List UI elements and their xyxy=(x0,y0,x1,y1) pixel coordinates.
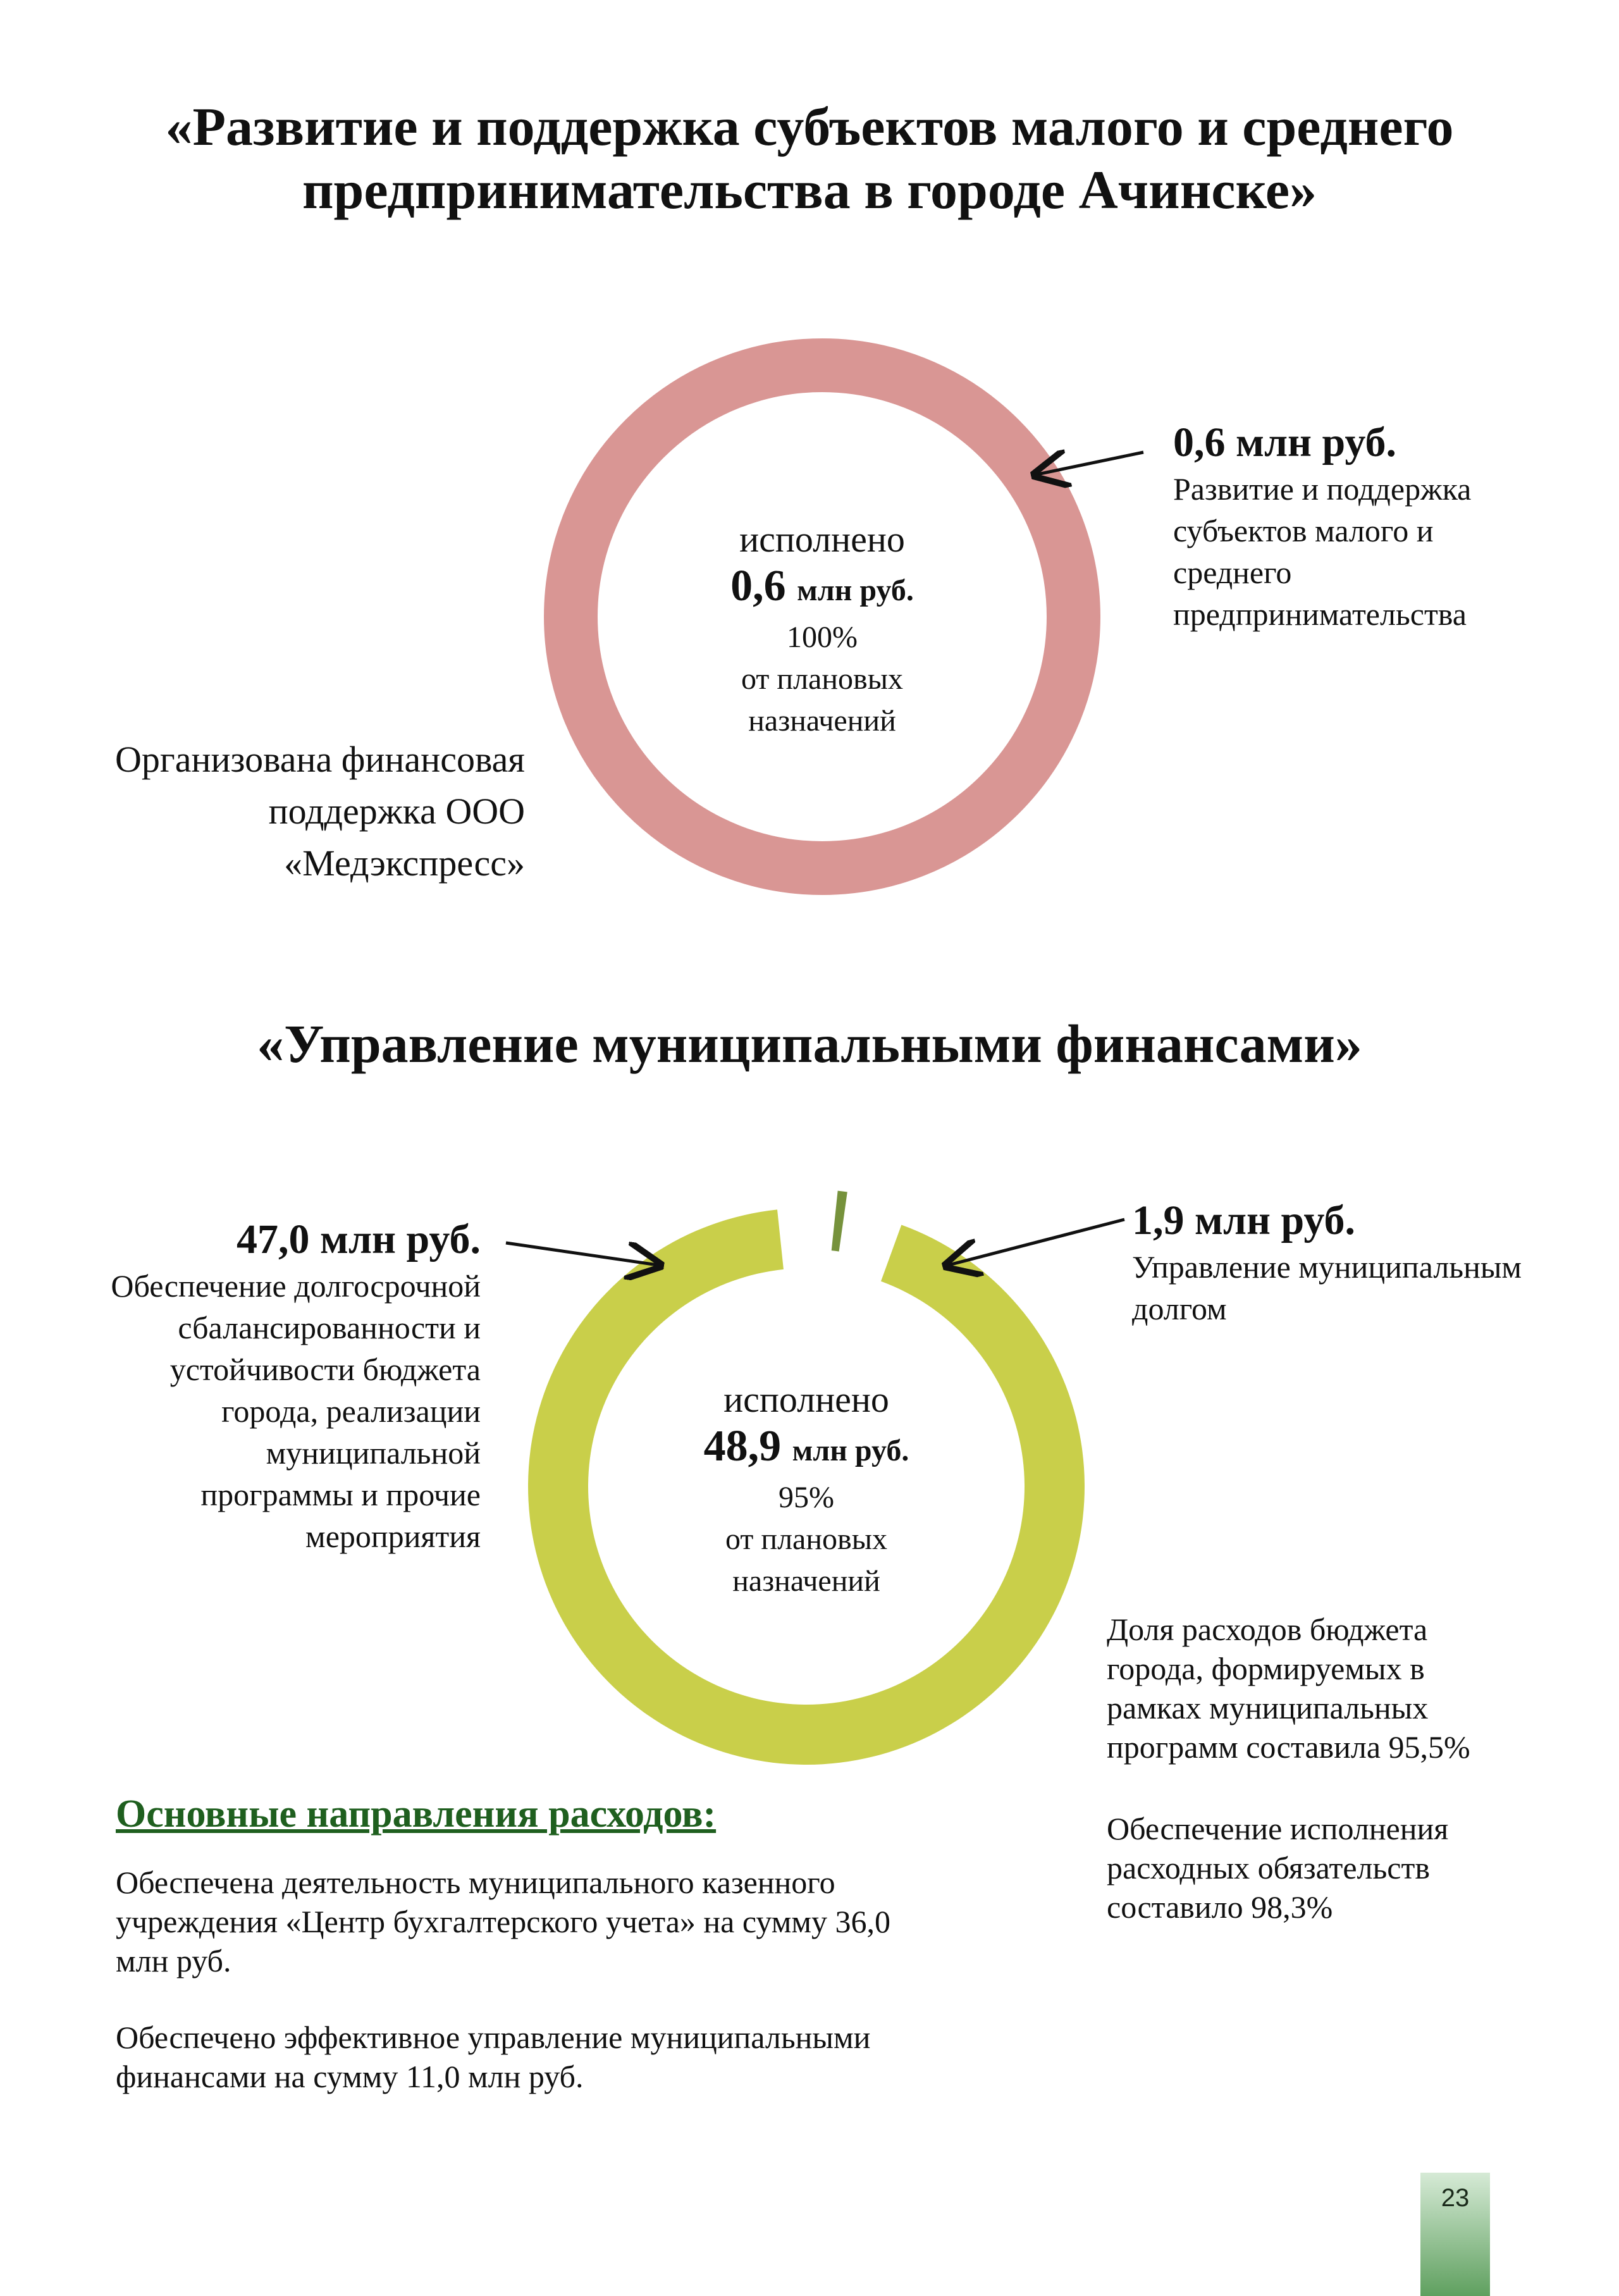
donut2-center-top: исполнено xyxy=(723,1379,889,1420)
donut2-center-line2: назначений xyxy=(732,1564,880,1598)
donut1-label-desc: Развитие и поддержка субъектов малого и среднего предпринимательства xyxy=(1173,471,1472,632)
donut1-center-line1: от плановых xyxy=(741,662,903,696)
donut1-center-line2: назначений xyxy=(748,704,896,738)
donut1-label xyxy=(1173,417,1553,635)
donut2-note-obligations: Обеспечение исполнения расходных обязательств составило 98,3% xyxy=(1107,1811,1449,1925)
donut1-note: Организована финансовая поддержка ООО «Медэкспресс» xyxy=(115,739,525,884)
donut2-center-line1: от плановых xyxy=(725,1522,887,1556)
donut1-center-top: исполнено xyxy=(739,519,905,560)
donut1-value: 0,6 xyxy=(730,562,786,610)
donut2-percent: 95% xyxy=(779,1481,834,1514)
donut2-left-label xyxy=(108,1214,481,1557)
donut2-value: 48,9 xyxy=(703,1422,782,1471)
expenses-item-accounting: Обеспечена деятельность муниципального казенного учреждения «Центр бухгалтерского учета» на сумму 36,0 млн руб. xyxy=(116,1865,891,1978)
expenses-item-finance-management: Обеспечено эффективное управление муниципальными финансами на сумму 11,0 млн руб. xyxy=(116,2020,871,2094)
donut2-right-desc: Управление муниципальным долгом xyxy=(1132,1249,1522,1326)
donut1-unit: млн руб. xyxy=(797,574,914,607)
donut-slice-0 xyxy=(832,1191,847,1252)
donut2-left-desc: Обеспечение долгосрочной сбалансированности и устойчивости бюджета города, реализации муниципальной программы и прочие мероприятия xyxy=(111,1268,481,1554)
donut2-left-amount: 47,0 млн руб. xyxy=(237,1216,481,1262)
expenses-heading: Основные направления расходов: xyxy=(116,1793,717,1836)
donut1-label-amount: 0,6 млн руб. xyxy=(1173,419,1396,466)
page-number: 23 xyxy=(1420,2173,1490,2296)
donut1-percent: 100% xyxy=(787,620,858,654)
arrow-donut2-left xyxy=(506,1243,658,1265)
donut1-center xyxy=(696,519,949,742)
title-municipal-finance: «Управление муниципальными финансами» xyxy=(257,1013,1362,1074)
donut2-center xyxy=(680,1379,933,1602)
donut2-center-value xyxy=(680,1421,933,1477)
donut2-unit: млн руб. xyxy=(792,1434,909,1467)
donut2-note-programs: Доля расходов бюджета города, формируемых в рамках муниципальных программ составила 95,5% xyxy=(1107,1612,1470,1765)
donut2-right-label xyxy=(1132,1195,1524,1330)
donut1-center-value xyxy=(696,560,949,617)
donut2-right-amount: 1,9 млн руб. xyxy=(1132,1197,1355,1244)
arrow-donut2-right xyxy=(949,1219,1124,1265)
title-small-business: «Развитие и поддержка субъектов малого и среднего предпринимательства в городе Ачинске» xyxy=(165,96,1454,220)
